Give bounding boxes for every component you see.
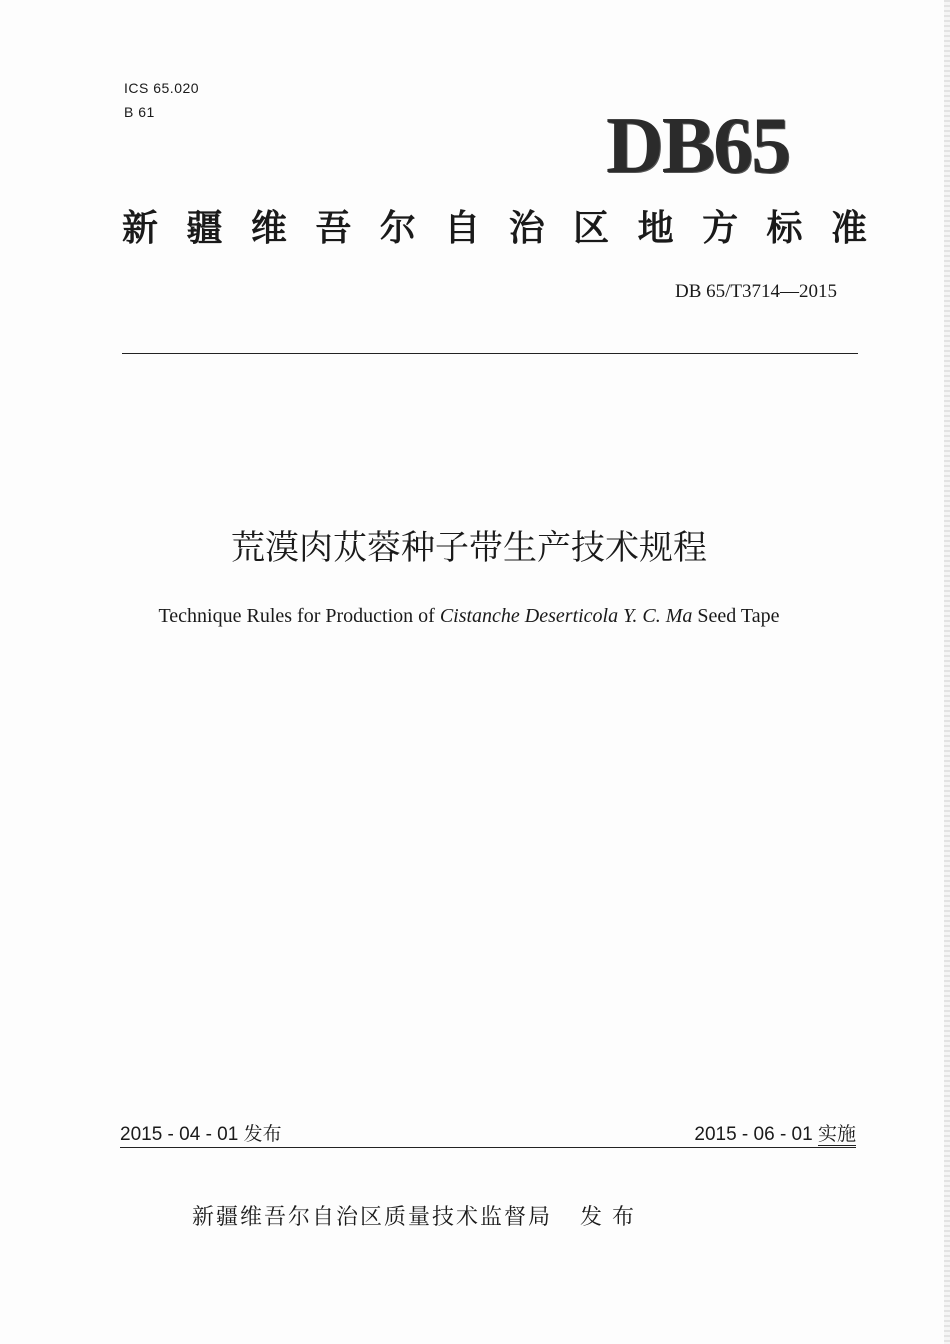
db65-logo: DB65 bbox=[606, 102, 790, 190]
publisher-action: 发布 bbox=[580, 1205, 645, 1230]
standard-type-char: 标 bbox=[766, 208, 803, 249]
implement-date: 2015 - 06 - 01 bbox=[694, 1124, 813, 1145]
standard-type-char: 新 bbox=[122, 208, 159, 249]
standard-type-char: 方 bbox=[702, 208, 739, 249]
publisher-line bbox=[192, 1202, 644, 1234]
standard-type-char: 地 bbox=[637, 208, 674, 249]
standard-number: DB 65/T3714—2015 bbox=[674, 281, 837, 302]
document-title-zh: 荒漠肉苁蓉种子带生产技术规程 bbox=[231, 528, 707, 568]
standard-type-char: 疆 bbox=[186, 208, 223, 249]
standard-type-char: 区 bbox=[573, 208, 610, 249]
publish-label: 发布 bbox=[243, 1124, 282, 1145]
title-en-suffix: Seed Tape bbox=[692, 605, 780, 627]
standard-type-char: 维 bbox=[250, 208, 287, 249]
standard-type-char: 准 bbox=[830, 208, 867, 249]
implement-date-line bbox=[620, 1122, 856, 1148]
publisher-name: 新疆维吾尔自治区质量技术监督局 bbox=[192, 1205, 553, 1230]
standard-type-title bbox=[122, 205, 867, 253]
footer-divider bbox=[120, 1147, 856, 1148]
standard-type-char: 尔 bbox=[379, 208, 416, 249]
implement-label: 实施 bbox=[817, 1124, 856, 1145]
standard-type-char: 自 bbox=[444, 208, 481, 249]
title-en-species: Cistanche Deserticola Y. C. Ma bbox=[439, 605, 693, 627]
standard-type-char: 吾 bbox=[315, 208, 352, 249]
classification-codes bbox=[124, 76, 199, 124]
document-title-en bbox=[0, 602, 938, 630]
scan-edge-artifact bbox=[944, 0, 950, 1344]
header-divider bbox=[122, 353, 858, 354]
publish-date-line bbox=[120, 1122, 282, 1148]
ccs-code: B 61 bbox=[124, 104, 155, 120]
ics-code: ICS 65.020 bbox=[124, 80, 200, 96]
publish-date: 2015 - 04 - 01 bbox=[120, 1124, 239, 1145]
title-en-prefix: Technique Rules for Production of bbox=[158, 605, 440, 627]
standard-type-char: 治 bbox=[508, 208, 545, 249]
